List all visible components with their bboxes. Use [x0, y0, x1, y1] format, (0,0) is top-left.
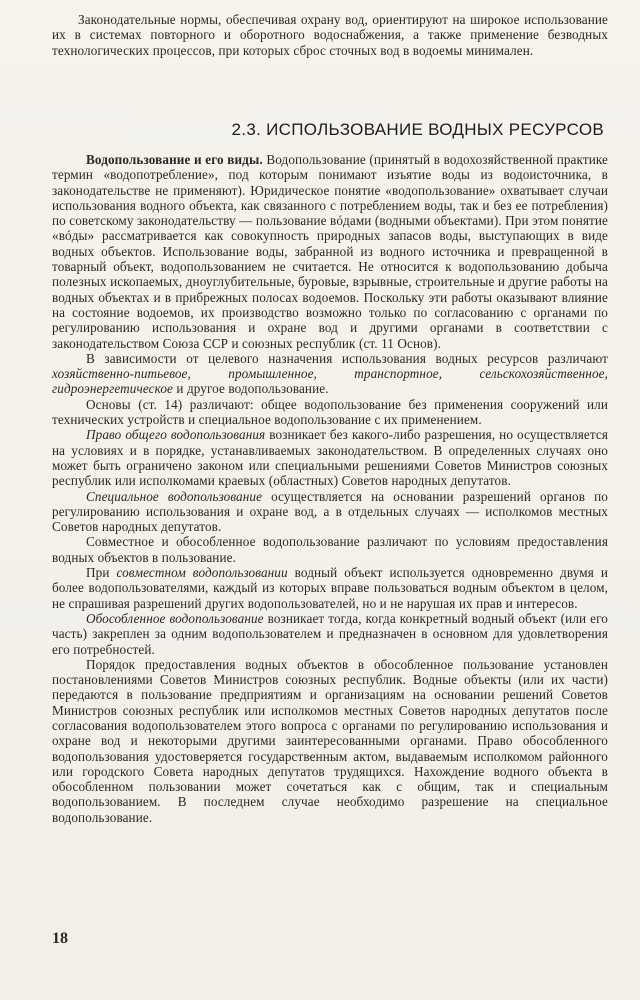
section-heading: 2.3. ИСПОЛЬЗОВАНИЕ ВОДНЫХ РЕСУРСОВ — [231, 120, 604, 139]
intro-block — [52, 12, 608, 58]
page-number: 18 — [52, 930, 68, 947]
paragraph-text: При — [86, 565, 117, 581]
paragraph-procedure: Порядок предоставления водных объектов в обособленное пользование установлен постановлениями Советов Министров союзных республик. Водные объекты (или их части) передаются в пользование предприятиям и организациям на основании решений Советов Министров союзных республик или исполкомов местных Советов народных депутатов после согласования водопользователем этого вопроса с органами по регулированию использования и охране вод и некоторыми другими заинтересованными органами. Право обособленного водопользования удостоверяется государственным актом, выдаваемым исполкомом районного или городского Совета народных депутатов трудящихся. Нахождение водного объекта в обособленном пользовании может сочетаться как с общим, так и специальным водопользованием. В последнем случае необходимо разрешение на специальное водопользование. — [52, 656, 608, 825]
paragraph-text: осуществляется на основании разрешений органов по регулированию использования и охране вод, а в отдельных случаях — исполкомов местных Советов народных депутатов. — [52, 488, 608, 535]
italic-term: Обособленное водопользование — [86, 610, 264, 626]
paragraph-water-use-types — [52, 152, 608, 351]
italic-term: Право общего водопользования — [86, 427, 266, 443]
paragraph-separate-use — [52, 611, 608, 657]
paragraph-text: В зависимости от целевого назначения использования водных ресурсов различают — [86, 350, 608, 366]
paragraph-general-special: Основы (ст. 14) различают: общее водопользование без применения сооружений или технических устройств и специальное водопользование с их применением. — [52, 396, 608, 428]
paragraph-purpose-types — [52, 351, 608, 397]
paragraph-general-right — [52, 427, 608, 488]
italic-term: Специальное водопользование — [86, 488, 263, 504]
paragraph-text: и другое водопользование. — [173, 381, 329, 397]
italic-term: совместном водопользовании — [116, 565, 288, 581]
paragraph-text: возникает без какого-либо разрешения, но осуществляется на условиях и в порядке, устанавливаемых законодательством. В определенных случаях оно может быть ограничено законом или специальными решениями Советов Министров союзных республик или исполкомами краевых (областных) Советов народных депутатов. — [52, 427, 608, 489]
section-body — [52, 152, 608, 825]
paragraph-joint-use — [52, 565, 608, 611]
paragraph-joint-separate: Совместное и обособленное водопользование различают по условиям предоставления водных объектов в пользование. — [52, 534, 608, 565]
intro-paragraph: Законодательные нормы, обеспечивая охрану вод, ориентируют на широкое использование их в системах повторного и оборотного водоснабжения, а также применение безводных технологических процессов, при которых сброс сточных вод в водоемы минимален. — [52, 12, 608, 58]
paragraph-text: возникает тогда, когда конкретный водный объект (или его часть) закреплен за одним водопользователем и предназначен в основном для удовлетворения его потребностей. — [52, 610, 608, 657]
run-in-heading: Водопользование и его виды. — [86, 152, 263, 167]
paragraph-text: водный объект используется одновременно двумя и более водопользователями, каждый из которых вправе пользоваться водным объектом в целом, не спрашивая разрешений других водопользователей, но и не нарушая их прав и интересов. — [52, 565, 608, 611]
paragraph-text: Водопользование (принятый в водохозяйственной практике термин «водопотребление», под которым понимают изъятие воды из водоисточника, в законодательстве не применяют). Юридическое понятие «водопользование» охватывает случаи использования водного объекта, как связанного с потреблением воды, так и без ее потребления) по советскому законодательству — пользование вóдами (водными объектами). При этом понятие «вóды» рассматривается как совокупность природных запасов воды, выступающих в виде водных объектов. Использование воды, забранной из водного источника и превращенной в товарный объект, водопользованием не считается. Не относится к водопользованию добыча полезных ископаемых, дноуглубительные, буровые, взрывные, строительные и другие работы на водных объектах и в прибрежных полосах водоемов. Поскольку эти работы оказывают влияние на состояние водоемов, их производство возможно только по согласованию с органами по регулированию использования и охране вод и другими органами в соответствии с законодательством Союза ССР и союзных республик (ст. 11 Основ). — [52, 152, 608, 351]
paragraph-special-use — [52, 489, 608, 535]
italic-term: хозяйственно-питьевое, промышленное, транспортное, сельскохозяйственное, гидроэнергетическое — [52, 366, 608, 397]
